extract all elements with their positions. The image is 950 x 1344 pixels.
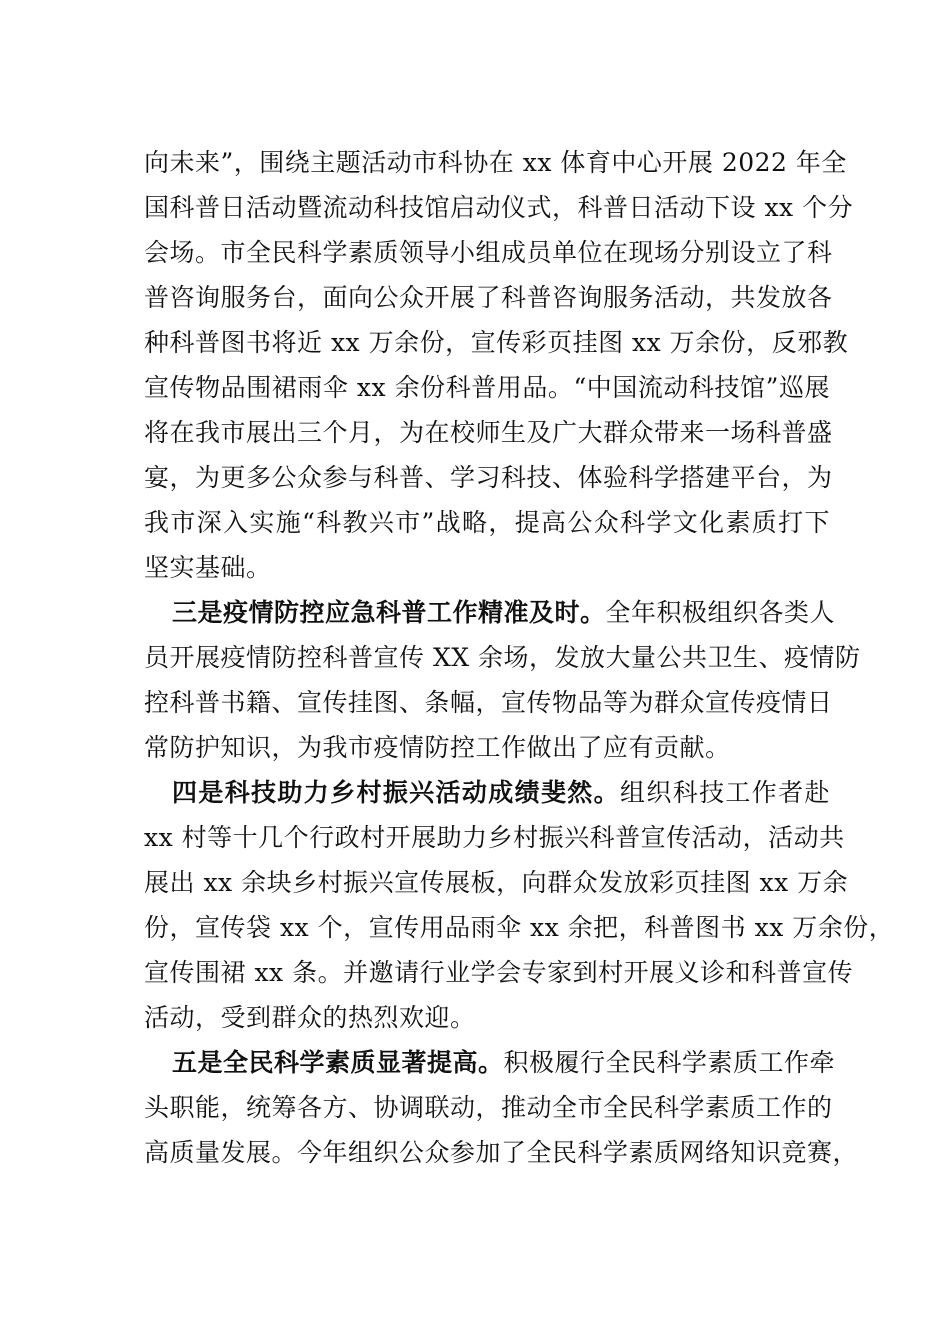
text-line xyxy=(144,770,830,815)
line-text: 积极履行全民科学素质工作牵 xyxy=(503,1048,836,1077)
text-line xyxy=(144,725,830,770)
text-line xyxy=(144,590,836,635)
line-text: 员开展疫情防控科普宣传 XX 余场，发放大量公共卫生、疫情防 xyxy=(144,643,861,672)
text-line xyxy=(144,365,830,410)
line-text: 常防护知识，为我市疫情防控工作做出了应有贡献。 xyxy=(144,733,731,762)
text-line xyxy=(144,455,833,500)
text-line xyxy=(144,1085,833,1130)
line-text: 组织科技工作者赴 xyxy=(620,778,830,807)
paragraph xyxy=(144,590,861,770)
text-line xyxy=(144,860,849,905)
text-line xyxy=(144,545,830,590)
text-line xyxy=(144,185,854,230)
line-text: 普咨询服务台，面向公众开展了科普咨询服务活动，共发放各 xyxy=(144,283,833,312)
line-text: 展出 xx 余块乡村振兴宣传展板，向群众发放彩页挂图 xx 万余 xyxy=(144,868,849,897)
line-text: 宣传物品围裙雨伞 xx 余份科普用品。“中国流动科技馆”巡展 xyxy=(144,373,830,402)
line-text: 宣传围裙 xx 条。并邀请行业学会专家到村开展义诊和科普宣传 xyxy=(144,958,854,987)
line-text: 份，宣传袋 xx 个，宣传用品雨伞 xx 余把，科普图书 xx 万余份， xyxy=(144,913,895,942)
paragraph-heading: 三是疫情防控应急科普工作精准及时。 xyxy=(172,598,606,627)
text-line xyxy=(144,635,861,680)
line-text: 控科普书籍、宣传挂图、条幅，宣传物品等为群众宣传疫情日 xyxy=(144,688,833,717)
line-text: 坚实基础。 xyxy=(144,553,272,582)
paragraph-heading: 五是全民科学素质显著提高。 xyxy=(172,1048,504,1077)
line-text: 宴，为更多公众参与科普、学习科技、体验科学搭建平台，为 xyxy=(144,463,833,492)
text-line xyxy=(144,1040,836,1085)
text-line xyxy=(144,500,830,545)
line-text: 头职能，统筹各方、协调联动，推动全市全民科学素质工作的 xyxy=(144,1093,833,1122)
paragraph xyxy=(144,770,895,1040)
line-text: 会场。市全民科学素质领导小组成员单位在现场分别设立了科 xyxy=(144,238,833,267)
text-line xyxy=(144,320,849,365)
text-line xyxy=(144,410,833,455)
paragraph xyxy=(144,140,854,590)
text-line xyxy=(144,140,847,185)
line-text: xx 村等十几个行政村开展助力乡村振兴科普宣传活动，活动共 xyxy=(144,823,845,852)
text-line xyxy=(144,230,833,275)
text-line xyxy=(144,680,833,725)
paragraph xyxy=(144,1040,859,1175)
text-line xyxy=(144,815,845,860)
line-text: 高质量发展。今年组织公众参加了全民科学素质网络知识竞赛， xyxy=(144,1138,859,1167)
paragraph-heading: 四是科技助力乡村振兴活动成绩斐然。 xyxy=(172,778,621,807)
line-text: 全年积极组织各类人 xyxy=(605,598,836,627)
text-line xyxy=(144,275,833,320)
document-body xyxy=(144,140,895,1175)
line-text: 种科普图书将近 xx 万余份，宣传彩页挂图 xx 万余份，反邪教 xyxy=(144,328,849,357)
text-line xyxy=(144,995,830,1040)
line-text: 国科普日活动暨流动科技馆启动仪式，科普日活动下设 xx 个分 xyxy=(144,193,854,222)
text-line xyxy=(144,905,895,950)
text-line xyxy=(144,1130,859,1175)
line-text: 我市深入实施“科教兴市”战略，提高公众科学文化素质打下 xyxy=(144,508,830,537)
line-text: 向未来”，围绕主题活动市科协在 xx 体育中心开展 2022 年全 xyxy=(144,148,847,177)
line-text: 将在我市展出三个月，为在校师生及广大群众带来一场科普盛 xyxy=(144,418,833,447)
line-text: 活动，受到群众的热烈欢迎。 xyxy=(144,1003,476,1032)
text-line xyxy=(144,950,854,995)
